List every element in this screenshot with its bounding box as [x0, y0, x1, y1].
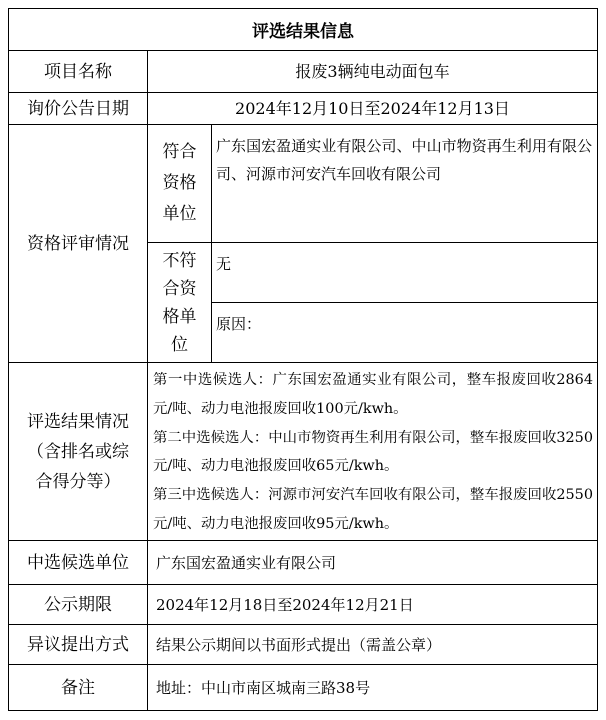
- unqualified-units-label: [148, 243, 211, 362]
- result-label: [9, 363, 147, 540]
- unqualified-label-line: 格单: [162, 306, 197, 327]
- publicity-value: 2024年12月18日至2024年12月21日: [156, 595, 414, 614]
- result-label-line: 评选结果情况: [27, 411, 129, 432]
- project-name-value: 报废3辆纯电动面包车: [295, 61, 450, 81]
- qualified-label-line: 单位: [162, 204, 197, 224]
- winner-label: 中选候选单位: [27, 552, 129, 573]
- remark-value: 地址：中山市南区城南三路38号: [156, 678, 371, 697]
- remark-label: 备注: [61, 677, 95, 698]
- qualified-label-line: 符合: [162, 142, 197, 162]
- qualified-label-line: 资格: [162, 173, 197, 193]
- qualification-label: 资格评审情况: [27, 233, 129, 254]
- project-name-label: 项目名称: [44, 61, 112, 82]
- inquiry-date-value: 2024年12月10日至2024年12月13日: [235, 98, 510, 118]
- candidate-1: 第一中选候选人：广东国宏盈通实业有限公司，整车报废回收2864元/吨、动力电池报废回收100元/kwh。: [153, 372, 593, 417]
- qualified-units-label: [148, 125, 211, 242]
- table-title: 评选结果信息: [252, 22, 354, 42]
- inquiry-date-label: 询价公告日期: [27, 98, 129, 119]
- qualified-units-value: 广东国宏盈通实业有限公司、中山市物资再生利用有限公司、河源市河安汽车回收有限公司: [216, 137, 592, 183]
- unqualified-units-value: 无: [216, 255, 232, 273]
- candidate-2: 第二中选候选人：中山市物资再生利用有限公司，整车报废回收3250元/吨、动力电池报废回收65元/kwh。: [153, 429, 593, 475]
- unqualified-label-line: 位: [171, 334, 188, 355]
- objection-label: 异议提出方式: [27, 634, 129, 655]
- unqualified-label-line: 不符: [162, 250, 197, 271]
- objection-value: 结果公示期间以书面形式提出（需盖公章）: [156, 635, 442, 654]
- publicity-label: 公示期限: [44, 594, 112, 615]
- result-details: [153, 366, 593, 539]
- candidate-3: 第三中选候选人：河源市河安汽车回收有限公司，整车报废回收2550元/吨、动力电池报废回收95元/kwh。: [153, 487, 593, 532]
- winner-value: 广东国宏盈通实业有限公司: [156, 553, 337, 572]
- unqualified-label-line: 合资: [162, 278, 197, 299]
- reason-label: 原因：: [216, 315, 262, 333]
- result-label-line: 合得分等）: [35, 471, 121, 492]
- result-label-line: （含排名或综: [27, 441, 129, 462]
